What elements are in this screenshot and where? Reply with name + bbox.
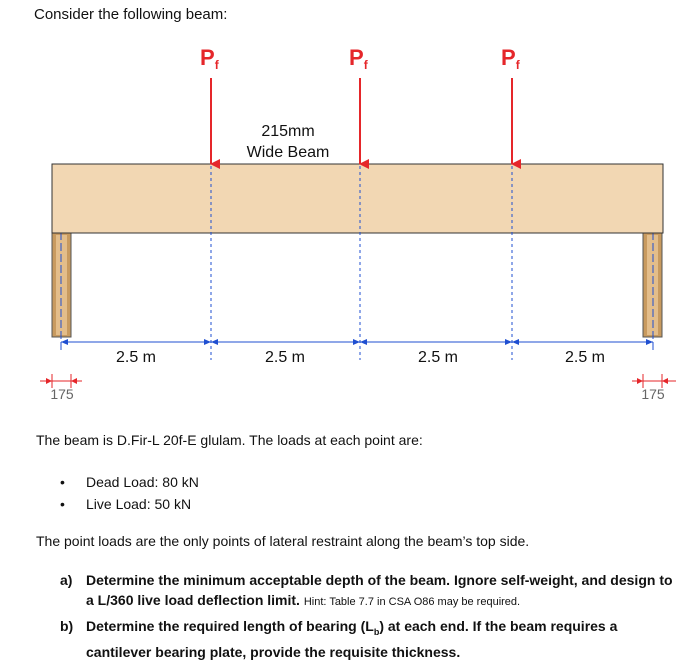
question-b: b) Determine the required length of bearing $(L_b)$ at each end. If the beam requires a cantilever bearing plate, provide the requisite thickness. bbox=[60, 618, 618, 660]
restraint-text: The point loads are the only points of lateral restraint along the beam’s top side. bbox=[36, 533, 530, 549]
beam bbox=[52, 164, 663, 233]
span-label-4: 2.5 m bbox=[564, 349, 606, 366]
hint-text: Hint: Table 7.7 in CSA O86 may be required. bbox=[303, 596, 521, 608]
span-label-2: 2.5 m bbox=[264, 349, 306, 366]
left-support-width: 175 bbox=[50, 386, 74, 402]
beam-width-note-2: Wide Beam bbox=[246, 144, 330, 161]
bullet-icon: • bbox=[60, 496, 65, 512]
beam-width-note: 215mm bbox=[261, 123, 315, 140]
bullet-icon: • bbox=[60, 474, 65, 490]
list-item: • Dead Load: 80 kN bbox=[60, 471, 199, 493]
load-list bbox=[60, 471, 199, 515]
material-description: The beam is D.Fir-L 20f-E glulam. The loads at each point are: bbox=[36, 432, 423, 448]
span-label-1: 2.5 m bbox=[115, 349, 157, 366]
question-list bbox=[60, 570, 680, 666]
load-label-1: Pf bbox=[200, 45, 219, 72]
load-label-3: Pf bbox=[501, 45, 520, 72]
load-label-2: Pf bbox=[349, 45, 368, 72]
right-support-width: 175 bbox=[641, 386, 665, 402]
span-label-3: 2.5 m bbox=[417, 349, 459, 366]
question-label: b) bbox=[60, 618, 74, 634]
question-a: a) Determine the minimum acceptable depth of the beam. Ignore self-weight, and design to a L/360 live load deflection limit. Hint: Table 7.7 in CSA O86 may be required. bbox=[60, 572, 673, 608]
intro-text: Consider the following beam: bbox=[34, 6, 228, 23]
list-item: • Live Load: 50 kN bbox=[60, 493, 199, 515]
question-label: a) bbox=[60, 572, 73, 588]
